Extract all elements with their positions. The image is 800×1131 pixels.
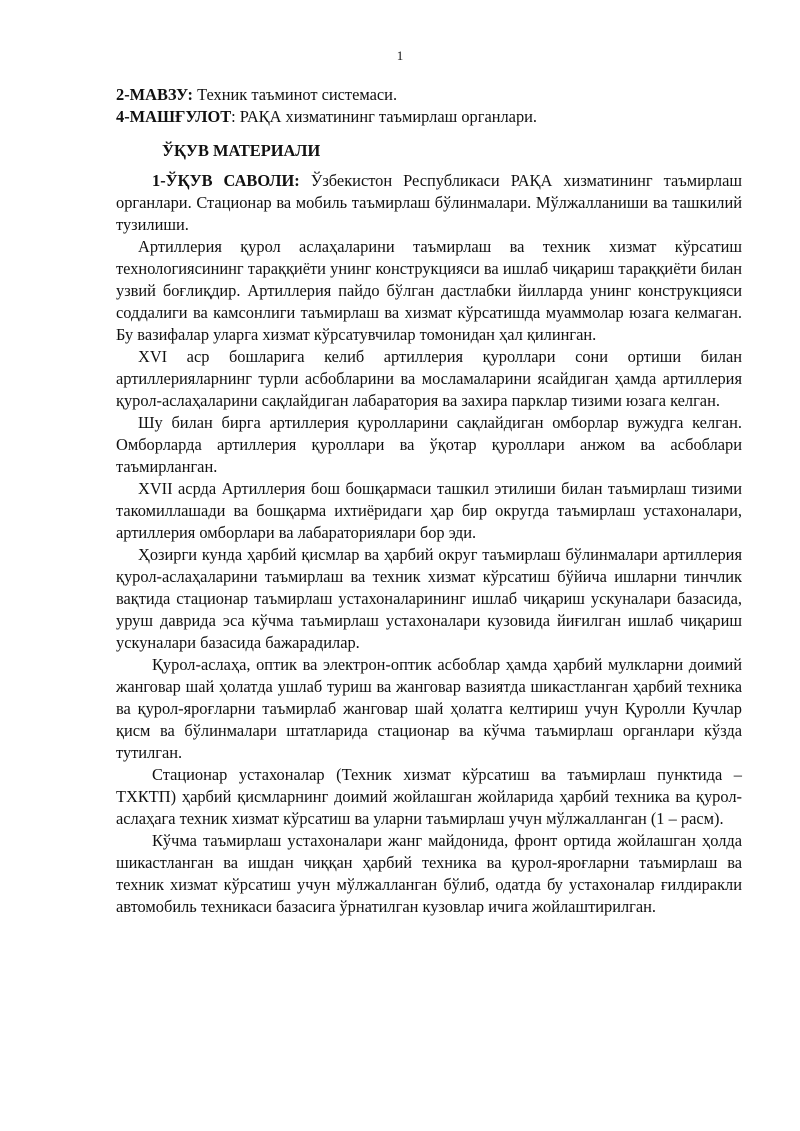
topic-label: 2-МАВЗУ:	[116, 85, 193, 104]
page-number: 1	[396, 48, 404, 63]
topic-text: Техник таъминот системаси.	[193, 85, 398, 104]
paragraph-8: Кўчма таъмирлаш устахоналари жанг майдонида, фронт ортида жойлашган ҳолда шикастланган ва ишдан чиққан ҳарбий техника ва қурол-яроғларни таъмирлаш ва техник хизмат кўрсатиш учун мўлжалланган бўлиб, одатда бу устахоналар ғилдиракли автомобиль техникаси базасига ўрнатилган кузовлар ичига жойлаштирилган.	[116, 831, 742, 916]
lesson-text: : РАҚА хизматининг таъмирлаш органлари.	[231, 107, 538, 126]
question-label: 1-ЎҚУВ САВОЛИ:	[152, 171, 300, 190]
question-text: Ўзбекистон Республикаси РАҚА хизматининг таъмирлаш органлари. Стационар ва мобиль таъмирлаш бўлинмалари. Мўлжалланиши ва ташкилий тузилиши.	[116, 171, 742, 234]
document-body	[116, 84, 742, 918]
paragraph-7: Стационар устахоналар (Техник хизмат кўрсатиш ва таъмирлаш пунктида – ТХКТП) ҳарбий қисмларнинг доимий жойлашган жойларида ҳарбий техника ва қурол-аслаҳага техник хизмат кўрсатиш ва уларни таъмирлаш учун мўлжалланган (1 – расм).	[116, 765, 742, 828]
paragraph-4: XVII асрда Артиллерия бош бошқармаси ташкил этилиши билан таъмирлаш тизими такомиллашади ва бошқарма ихтиёридаги ҳар бир округда таъмирлаш устахоналари, артиллерия омборлари ва лабараториялари бор эди.	[116, 479, 742, 542]
study-question	[116, 170, 742, 236]
section-title: ЎҚУВ МАТЕРИАЛИ	[162, 141, 321, 160]
topic-line	[116, 84, 742, 106]
lesson-line	[116, 106, 742, 128]
paragraph-3: Шу билан бирга артиллерия қуролларини сақлайдиган омборлар вужудга келган. Омборларда артиллерия қуроллари ва ўқотар қуроллари анжом ва асбоблари таъмирланган.	[116, 413, 742, 476]
paragraph-1: Артиллерия қурол аслаҳаларини таъмирлаш ва техник хизмат кўрсатиш технологиясининг тараққиёти унинг конструкцияси ва ишлаб чиқариш тараққиёти билан узвий боғлиқдир. Артиллерия пайдо бўлган дастлабки йилларда унинг конструкцияси соддалиги ва камсонлиги таъмирлаш ва хизмат кўрсатишда муаммолар юзага келмаган. Бу вазифалар уларга хизмат кўрсатувчилар томонидан ҳал қилинган.	[116, 237, 742, 344]
paragraph-5: Ҳозирги кунда ҳарбий қисмлар ва ҳарбий округ таъмирлаш бўлинмалари артиллерия қурол-аслаҳаларини таъмирлаш ва техник хизмат кўрсатиш бўйича ишларни тинчлик вақтида стационар таъмирлаш устахоналарининг ишлаб чиқариш ускуналари базасида, уруш даврида эса кўчма таъмирлаш устахоналари кузовида йиғилган ишлаб чиқариш ускуналари базасида бажарадилар.	[116, 545, 742, 652]
paragraph-2: XVI аср бошларига келиб артиллерия қуроллари сони ортиши билан артиллерияларнинг турли асбобларини ва мосламаларини ясайдиган ҳамда артиллерия қурол-аслаҳаларини сақлайдиган лабаратория ва захира парклар тизими юзага келган.	[116, 347, 742, 410]
lesson-label: 4-МАШҒУЛОТ	[116, 107, 232, 126]
paragraph-6: Қурол-аслаҳа, оптик ва электрон-оптик асбоблар ҳамда ҳарбий мулкларни доимий жанговар шай ҳолатда ушлаб туриш ва жанговар вазиятда шикастланган ҳарбий техника ва қурол-яроғларни таъмирлаб жанговар шай ҳолатга келтириш учун Қуролли Кучлар қисм ва бўлинмалари штатларида стационар ва кўчма таъмирлаш органлари кўзда тутилган.	[116, 655, 742, 762]
